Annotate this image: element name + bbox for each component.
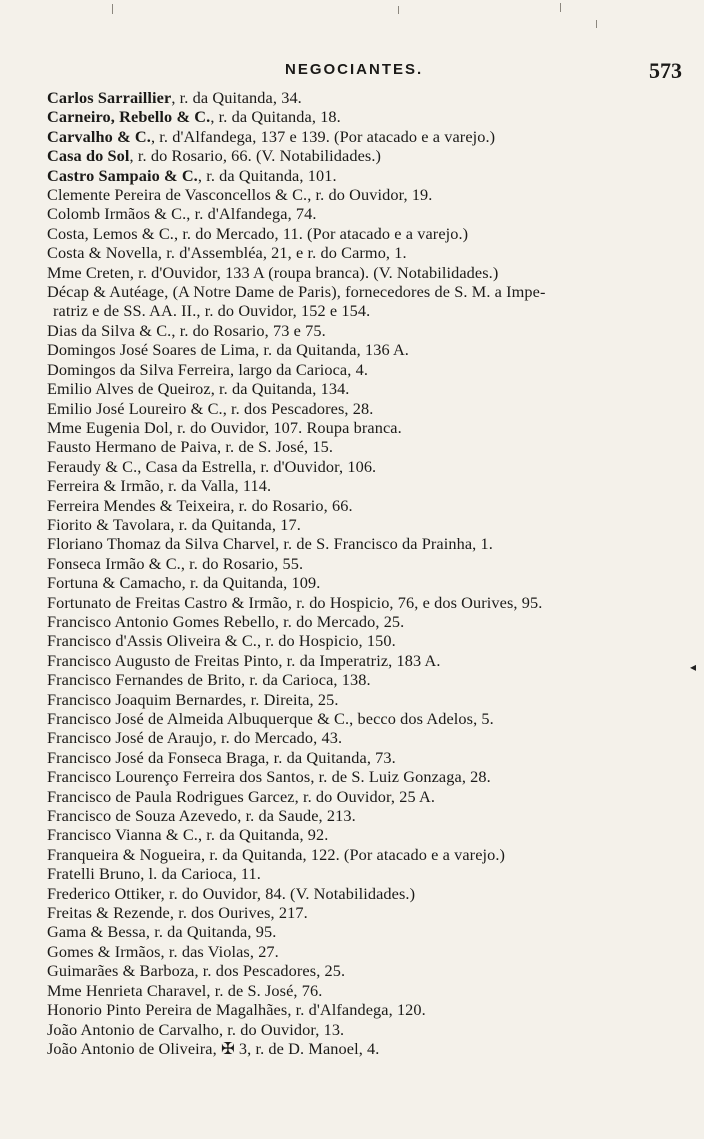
- entry-address: , r. da Quitanda, 101.: [197, 165, 337, 185]
- list-item: Francisco Augusto de Freitas Pinto, r. da Imperatriz, 183 A.: [47, 650, 441, 670]
- list-item: Francisco José da Fonseca Braga, r. da Quitanda, 73.: [47, 747, 396, 767]
- list-item: Colomb Irmãos & C., r. d'Alfandega, 74.: [47, 204, 317, 224]
- list-item: Dias da Silva & C., r. do Rosario, 73 e 75.: [47, 320, 326, 340]
- merchant-list: [47, 88, 687, 1058]
- entry-name: Castro Sampaio & C.: [47, 165, 198, 185]
- list-item: Gomes & Irmãos, r. das Violas, 27.: [47, 941, 279, 961]
- list-item: Feraudy & C., Casa da Estrella, r. d'Ouvidor, 106.: [47, 456, 377, 476]
- list-item: Mme Henrieta Charavel, r. de S. José, 76.: [47, 980, 323, 1000]
- margin-mark-icon: ◂: [689, 660, 696, 674]
- list-item: Francisco de Souza Azevedo, r. da Saude, 213.: [47, 806, 356, 826]
- entry-address: , r. do Rosario, 66. (V. Notabilidades.): [129, 146, 382, 166]
- list-item: [47, 127, 687, 146]
- list-item: Costa, Lemos & C., r. do Mercado, 11. (Por atacado e a varejo.): [47, 223, 469, 243]
- list-item: Frederico Ottiker, r. do Ouvidor, 84. (V. Notabilidades.): [47, 883, 416, 903]
- list-item: Floriano Thomaz da Silva Charvel, r. de S. Francisco da Prainha, 1.: [47, 534, 493, 554]
- list-item: Francisco Fernandes de Brito, r. da Carioca, 138.: [47, 670, 371, 690]
- list-item: Francisco Joaquim Bernardes, r. Direita, 25.: [47, 689, 339, 709]
- list-item: Emilio Alves de Queiroz, r. da Quitanda, 134.: [47, 379, 350, 399]
- list-item: Emilio José Loureiro & C., r. dos Pescadores, 28.: [47, 398, 374, 418]
- paper-speck: [560, 3, 561, 12]
- entry-name: Carneiro, Rebello & C.: [47, 107, 211, 127]
- paper-speck: [596, 20, 597, 28]
- list-item: [47, 107, 687, 126]
- list-item: Domingos José Soares de Lima, r. da Quitanda, 136 A.: [47, 340, 409, 360]
- list-item: Ferreira & Irmão, r. da Valla, 114.: [47, 476, 272, 496]
- list-item: Freitas & Rezende, r. dos Ourives, 217.: [47, 903, 308, 923]
- list-item: Mme Eugenia Dol, r. do Ouvidor, 107. Roupa branca.: [47, 417, 402, 437]
- paper-speck: [398, 6, 399, 14]
- list-item: Décap & Autéage, (A Notre Dame de Paris), fornecedores de S. M. a Impe-: [47, 282, 546, 302]
- page-number: 573: [649, 58, 682, 83]
- running-head: NEGOCIANTES.: [285, 61, 424, 78]
- list-item: Mme Creten, r. d'Ouvidor, 133 A (roupa branca). (V. Notabilidades.): [47, 262, 499, 282]
- list-item: Ferreira Mendes & Teixeira, r. do Rosario, 66.: [47, 495, 353, 515]
- list-item: [47, 166, 687, 185]
- list-item: Costa & Novella, r. d'Assembléa, 21, e r. do Carmo, 1.: [47, 243, 407, 263]
- list-item: Fratelli Bruno, l. da Carioca, 11.: [47, 864, 261, 884]
- list-item: Francisco Antonio Gomes Rebello, r. do Mercado, 25.: [47, 611, 405, 631]
- list-item: Guimarães & Barboza, r. dos Pescadores, 25.: [47, 961, 346, 981]
- list-item: Gama & Bessa, r. da Quitanda, 95.: [47, 922, 277, 942]
- entry-address: , r. da Quitanda, 34.: [171, 88, 302, 107]
- entry-name: Carvalho & C.: [47, 126, 151, 146]
- list-item: Clemente Pereira de Vasconcellos & C., r. do Ouvidor, 19.: [47, 185, 433, 205]
- list-item: Francisco Vianna & C., r. da Quitanda, 92.: [47, 825, 329, 845]
- entry-name: Casa do Sol: [47, 146, 130, 166]
- list-item: Honorio Pinto Pereira de Magalhães, r. d'Alfandega, 120.: [47, 1000, 426, 1020]
- list-item: Francisco José de Almeida Albuquerque & C., becco dos Adelos, 5.: [47, 709, 494, 728]
- list-item: [47, 88, 687, 107]
- list-item: Franqueira & Nogueira, r. da Quitanda, 122. (Por atacado e a varejo.): [47, 844, 506, 864]
- list-item-continuation: ratriz e de SS. AA. II., r. do Ouvidor, 152 e 154.: [53, 301, 371, 321]
- list-item: João Antonio de Oliveira, ✠ 3, r. de D. Manoel, 4.: [47, 1038, 380, 1058]
- page-header: [0, 58, 704, 86]
- list-item: Francisco Lourenço Ferreira dos Santos, r. de S. Luiz Gonzaga, 28.: [47, 767, 491, 787]
- list-item: Fausto Hermano de Paiva, r. de S. José, 15.: [47, 437, 334, 457]
- list-item: Francisco d'Assis Oliveira & C., r. do Hospicio, 150.: [47, 631, 396, 651]
- list-item: Francisco José de Araujo, r. do Mercado, 43.: [47, 728, 343, 748]
- list-item: Francisco de Paula Rodrigues Garcez, r. do Ouvidor, 25 A.: [47, 786, 436, 806]
- list-item: Domingos da Silva Ferreira, largo da Carioca, 4.: [47, 359, 368, 379]
- list-item: Fiorito & Tavolara, r. da Quitanda, 17.: [47, 514, 301, 534]
- entry-address: , r. d'Alfandega, 137 e 139. (Por atacado e a varejo.): [150, 126, 496, 146]
- entry-address: , r. da Quitanda, 18.: [210, 107, 341, 127]
- list-item: João Antonio de Carvalho, r. do Ouvidor, 13.: [47, 1019, 345, 1039]
- entry-name: Carlos Sarraillier: [47, 88, 172, 107]
- list-item: Fortunato de Freitas Castro & Irmão, r. do Hospicio, 76, e dos Ourives, 95.: [47, 592, 543, 612]
- paper-speck: [112, 4, 113, 14]
- list-item: Fortuna & Camacho, r. da Quitanda, 109.: [47, 573, 321, 593]
- list-item: [47, 146, 687, 165]
- list-item: Fonseca Irmão & C., r. do Rosario, 55.: [47, 553, 304, 573]
